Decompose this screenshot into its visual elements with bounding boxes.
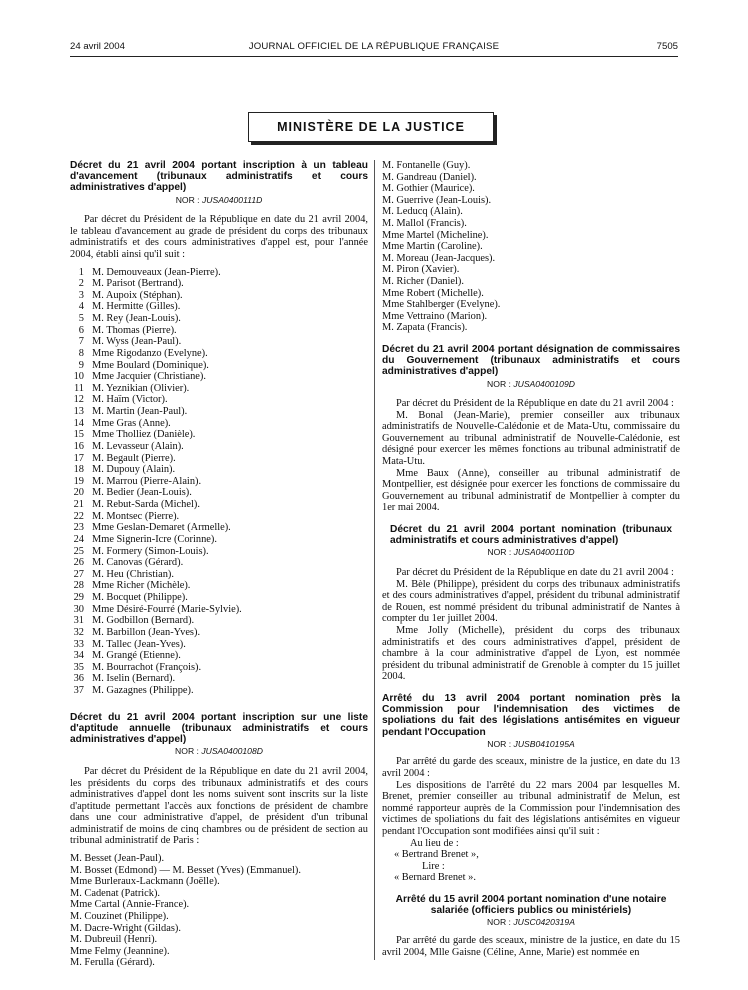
list-item: M. Gothier (Maurice).	[382, 183, 475, 195]
list-item-name: M. Parisot (Bertrand).	[92, 278, 184, 290]
list-item-name: M. Levasseur (Alain).	[92, 440, 184, 452]
list-item-name: M. Marrou (Pierre-Alain).	[92, 475, 202, 487]
list-item: M. Dubreuil (Henri).	[70, 934, 158, 946]
quoted-name-old: « Bertrand Brenet »,	[394, 849, 479, 861]
list-item: Mme Martin (Caroline).	[382, 241, 483, 253]
list-item-number: 24	[73, 533, 84, 545]
list-item	[70, 313, 368, 325]
list-item-number: 28	[73, 580, 84, 592]
list-item	[70, 650, 368, 662]
list-item-name: M. Rebut-Sarda (Michel).	[92, 499, 200, 511]
header-page-number: 7505	[656, 41, 678, 52]
list-item-name: M. Martin (Jean-Paul).	[92, 406, 188, 418]
list-item-number: 22	[73, 510, 84, 522]
nor-code: JUSC0420319A	[513, 917, 575, 928]
list-item-number: 9	[78, 359, 84, 371]
decree-title: Décret du 21 avril 2004 portant désignation de commissaires du Gouvernement (tribunaux administratifs et cours administratives d'appel)	[382, 343, 680, 378]
nor-reference	[70, 195, 368, 207]
decree-commissaires-gouvernement	[382, 344, 680, 514]
list-item-name: M. Heu (Christian).	[92, 568, 174, 580]
decree-title: Arrêté du 15 avril 2004 portant nomination d'une notaire salariée (officiers publics ou ministériels)	[395, 893, 667, 917]
list-item-name: Mme Richer (Michèle).	[92, 580, 191, 592]
nor-reference	[382, 739, 680, 751]
header-date: 24 avril 2004	[70, 41, 125, 52]
list-item: M. Besset (Jean-Paul).	[70, 853, 165, 865]
list-item: M. Dacre-Wright (Gildas).	[70, 922, 181, 934]
decree-paragraph: M. Bèle (Philippe), président du corps des tribunaux administratifs et des cours administratives d'appel, président du tribunal administratif de Rouen, est nommé président du tribunal administratif de Nantes à compter du 1er juillet 2004.	[382, 578, 680, 625]
list-item-name: M. Hermitte (Gilles).	[92, 301, 181, 313]
list-item	[70, 580, 368, 592]
list-item-name: M. Barbillon (Jean-Yves).	[92, 626, 201, 638]
list-item-number: 23	[73, 522, 84, 534]
list-item	[70, 348, 368, 360]
header-journal-title: JOURNAL OFFICIEL DE LA RÉPUBLIQUE FRANÇAISE	[248, 41, 500, 52]
list-item	[70, 360, 368, 372]
list-item-number: 27	[73, 568, 84, 580]
quoted-name-new: « Bernard Brenet ».	[394, 872, 476, 884]
lire-label: Lire :	[422, 860, 445, 872]
list-item-name: M. Canovas (Gérard).	[92, 557, 184, 569]
list-item-number: 18	[73, 464, 84, 476]
list-item-number: 21	[73, 499, 84, 511]
decree-title: Décret du 21 avril 2004 portant inscription sur une liste d'aptitude annuelle (tribunaux administratifs et cours administratives d'appel)	[70, 711, 368, 746]
list-item-name: M. Tallec (Jean-Yves).	[92, 638, 186, 650]
list-item	[70, 615, 368, 627]
decree-paragraph: Mme Jolly (Michelle), président du corps des tribunaux administratifs et des cours administratives d'appel, président de chambre à la cour administrative d'appel de Lyon, est nommée président du tribunal administratif de Grenoble à compter du 15 juillet 2004.	[382, 625, 680, 683]
list-item-number: 36	[73, 673, 84, 685]
list-item: M. Guerrive (Jean-Louis).	[382, 194, 492, 206]
list-item-name: M. Bocquet (Philippe).	[92, 592, 188, 604]
list-item	[70, 592, 368, 604]
list-item	[70, 685, 368, 697]
list-item	[70, 476, 368, 488]
decree-tableau-avancement	[70, 160, 368, 697]
avancement-list	[70, 267, 368, 697]
list-item: Mme Martel (Micheline).	[382, 229, 489, 241]
list-item	[70, 325, 368, 337]
decree-intro: Par décret du Président de la République en date du 21 avril 2004, le tableau d'avancement au grade de président du corps des tribunaux administratifs et des cours administratives d'appel est, pour l'année 2004, établi ainsi qu'il suit :	[70, 214, 368, 260]
list-item-name: M. Grangé (Etienne).	[92, 650, 181, 662]
list-item-number: 15	[73, 429, 84, 441]
list-item-number: 33	[73, 638, 84, 650]
list-item	[70, 534, 368, 546]
list-item-number: 11	[73, 382, 84, 394]
list-item	[70, 557, 368, 569]
list-item	[70, 278, 368, 290]
list-item-name: M. Gazagnes (Philippe).	[92, 685, 194, 697]
decree-paragraph: Mme Baux (Anne), conseiller au tribunal administratif de Montpellier, est désignée pour exercer les fonctions de commissaire du Gouvernement au tribunal administratif de Montpellier à compter du 1er mai 2004.	[382, 467, 680, 514]
list-item	[70, 290, 368, 302]
list-item-number: 10	[73, 371, 84, 383]
nor-reference	[70, 746, 368, 758]
list-item: M. Mallol (Francis).	[382, 217, 467, 229]
list-item-number: 5	[78, 313, 84, 325]
list-item	[70, 662, 368, 674]
list-item-name: M. Aupoix (Stéphan).	[92, 289, 183, 301]
list-item	[70, 569, 368, 581]
list-item	[70, 673, 368, 685]
list-item	[70, 383, 368, 395]
nor-label: NOR :	[487, 917, 514, 928]
list-item-name: Mme Signerin-Icre (Corinne).	[92, 533, 217, 545]
list-item-number: 17	[73, 452, 84, 464]
list-item: M. Gandreau (Daniel).	[382, 171, 477, 183]
list-item-name: M. Rey (Jean-Louis).	[92, 313, 181, 325]
list-item-name: M. Montsec (Pierre).	[92, 510, 180, 522]
nor-code: JUSA0400111D	[201, 194, 263, 205]
list-item: M. Couzinet (Philippe).	[70, 911, 169, 923]
column-divider	[374, 160, 375, 960]
list-item-number: 3	[78, 289, 84, 301]
list-item-name: Mme Geslan-Demaret (Armelle).	[92, 522, 231, 534]
list-item	[70, 453, 368, 465]
decree-paragraph: Par arrêté du garde des sceaux, ministre de la justice, en date du 13 avril 2004 :	[382, 756, 680, 779]
list-item-name: M. Bedier (Jean-Louis).	[92, 487, 192, 499]
list-item-name: M. Haïm (Victor).	[92, 394, 168, 406]
list-item-name: Mme Rigodanzo (Evelyne).	[92, 347, 208, 359]
decree-title: Arrêté du 13 avril 2004 portant nomination près la Commission pour l'indemnisation des victimes de spoliations du fait des législations antisémites en vigueur pendant l'Occupation	[382, 692, 680, 738]
list-item-name: M. Thomas (Pierre).	[92, 324, 177, 336]
list-item-number: 8	[78, 347, 84, 359]
nor-label: NOR :	[487, 547, 514, 558]
list-item	[70, 429, 368, 441]
decree-title: Décret du 21 avril 2004 portant inscription à un tableau d'avancement (tribunaux administratifs et cours administratives d'appel)	[70, 160, 368, 194]
decree-liste-aptitude	[70, 712, 368, 969]
list-item-number: 13	[73, 406, 84, 418]
aptitude-list-part-2	[382, 160, 680, 334]
list-item-number: 14	[73, 417, 84, 429]
nor-code: JUSB0410195A	[513, 738, 575, 749]
header-rule	[70, 56, 678, 57]
arrete-commission-indemnisation	[382, 693, 680, 884]
list-item-name: Mme Désiré-Fourré (Marie-Sylvie).	[92, 603, 242, 615]
list-item-name: M. Formery (Simon-Louis).	[92, 545, 209, 557]
list-item-number: 7	[78, 336, 84, 348]
list-item-name: M. Godbillon (Bernard).	[92, 615, 195, 627]
list-item: M. Moreau (Jean-Jacques).	[382, 252, 496, 264]
list-item: M. Cadenat (Patrick).	[70, 887, 161, 899]
list-item: Mme Cartal (Annie-France).	[70, 899, 190, 911]
list-item-number: 20	[73, 487, 84, 499]
list-item	[70, 499, 368, 511]
decree-paragraph: Par décret du Président de la République en date du 21 avril 2004 :	[396, 398, 674, 410]
list-item	[70, 441, 368, 453]
list-item	[70, 336, 368, 348]
list-item: M. Bosset (Edmond) — M. Besset (Yves) (Emmanuel).	[70, 864, 301, 876]
list-item: Mme Burleraux-Lackmann (Joëlle).	[70, 876, 220, 888]
list-item-name: Mme Gras (Anne).	[92, 417, 171, 429]
nor-reference	[382, 917, 680, 929]
list-item-number: 16	[73, 440, 84, 452]
list-item-number: 1	[78, 266, 84, 278]
list-item: M. Fontanelle (Guy).	[382, 160, 471, 171]
nor-code: JUSA0400110D	[513, 547, 575, 558]
list-item: M. Richer (Daniel).	[382, 275, 464, 287]
decree-nomination-tribunaux	[382, 524, 680, 683]
decree-paragraph: Les dispositions de l'arrêté du 22 mars 2004 par lesquelles M. Brenet, premier conseiller au tribunal administratif de Melun, est nommé rapporteur auprès de la Commission pour l'indemnisation des victimes de spoliations du fait des législations antisémites en vigueur pendant l'Occupation sont modifiées ainsi qu'il suit :	[382, 779, 680, 837]
list-item	[70, 464, 368, 476]
aptitude-list-part-1	[70, 853, 368, 969]
decree-paragraph: Par arrêté du garde des sceaux, ministre de la justice, en date du 15 avril 2004, Mlle Gaisne (Céline, Anne, Marie) est nommée en	[382, 934, 680, 958]
list-item: Mme Vettraino (Marion).	[382, 310, 488, 322]
list-item-name: Mme Boulard (Dominique).	[92, 359, 209, 371]
nor-code: JUSA0400108D	[201, 746, 263, 757]
decree-intro: Par décret du Président de la République en date du 21 avril 2004, les présidents du corps des tribunaux administratifs et des cours administratives d'appel dont les noms suivent sont inscrits sur la liste d'aptitude permettant l'accès aux fonctions de président de chambre dans une cour administrative d'appel, de président d'un tribunal administratif de moins de cinq chambres ou de président de section au tribunal administratif de Paris :	[70, 765, 368, 847]
list-item	[70, 511, 368, 523]
list-item-number: 34	[73, 650, 84, 662]
nor-code: JUSA0400109D	[513, 378, 575, 389]
list-item-number: 26	[73, 557, 84, 569]
list-item-name: M. Dupouy (Alain).	[92, 464, 176, 476]
list-item-number: 35	[73, 661, 84, 673]
list-item	[70, 301, 368, 313]
list-item: Mme Robert (Michelle).	[382, 287, 484, 299]
list-item-name: Mme Jacquier (Christiane).	[92, 371, 206, 383]
list-item-name: M. Begault (Pierre).	[92, 452, 176, 464]
list-item-name: Mme Tholliez (Danièle).	[92, 429, 196, 441]
list-item-number: 25	[73, 545, 84, 557]
list-item-number: 32	[73, 626, 84, 638]
decree-paragraph: M. Bonal (Jean-Marie), premier conseiller aux tribunaux administratifs de Nouvelle-Calédonie et de Mata-Utu, commissaire du Gouvernement au tribunal administratif de Nouvelle-Calédonie, est désigné pour exercer les mêmes fonctions au tribunal administratif de Mata-Utu.	[382, 409, 680, 468]
nor-reference	[382, 547, 680, 559]
list-item-number: 31	[73, 615, 84, 627]
list-item-name: M. Bourrachot (François).	[92, 661, 202, 673]
page-header	[70, 41, 678, 55]
list-item	[70, 604, 368, 616]
list-item	[70, 394, 368, 406]
arrete-notaire-salariee	[382, 894, 680, 958]
ministry-title: MINISTÈRE DE LA JUSTICE	[248, 112, 494, 142]
list-item	[70, 487, 368, 499]
list-item	[70, 267, 368, 279]
list-item	[70, 418, 368, 430]
list-item-number: 4	[78, 301, 84, 313]
nor-label: NOR :	[487, 738, 514, 749]
list-item: Mme Stahlberger (Evelyne).	[382, 299, 501, 311]
nor-label: NOR :	[487, 378, 514, 389]
decree-title: Décret du 21 avril 2004 portant nomination (tribunaux administratifs et cours administratives d'appel)	[390, 524, 672, 547]
list-item-number: 37	[73, 685, 84, 697]
list-item: M. Ferulla (Gérard).	[70, 957, 155, 969]
list-item	[70, 627, 368, 639]
decree-paragraph: Par décret du Président de la République en date du 21 avril 2004 :	[396, 567, 674, 579]
list-item	[70, 639, 368, 651]
list-item: Mme Felmy (Jeannine).	[70, 945, 170, 957]
list-item-name: M. Yeznikian (Olivier).	[92, 382, 190, 394]
au-lieu-label: Au lieu de :	[410, 837, 459, 849]
left-column	[70, 160, 368, 969]
list-item-number: 19	[73, 475, 84, 487]
list-item	[70, 371, 368, 383]
list-item: M. Leducq (Alain).	[382, 206, 463, 218]
list-item: M. Piron (Xavier).	[382, 264, 460, 276]
list-item	[70, 546, 368, 558]
list-item-number: 2	[78, 278, 84, 290]
right-column	[382, 160, 680, 958]
list-item-name: M. Iselin (Bernard).	[92, 673, 176, 685]
list-item: M. Zapata (Francis).	[382, 322, 468, 334]
list-item-name: M. Demouveaux (Jean-Pierre).	[92, 266, 221, 278]
list-item-number: 29	[73, 592, 84, 604]
list-item-number: 12	[73, 394, 84, 406]
nor-label: NOR :	[175, 194, 202, 205]
list-item-name: M. Wyss (Jean-Paul).	[92, 336, 182, 348]
nor-reference	[382, 379, 680, 391]
list-item-number: 30	[73, 603, 84, 615]
list-item	[70, 406, 368, 418]
list-item	[70, 522, 368, 534]
nor-label: NOR :	[175, 746, 202, 757]
list-item-number: 6	[78, 324, 84, 336]
